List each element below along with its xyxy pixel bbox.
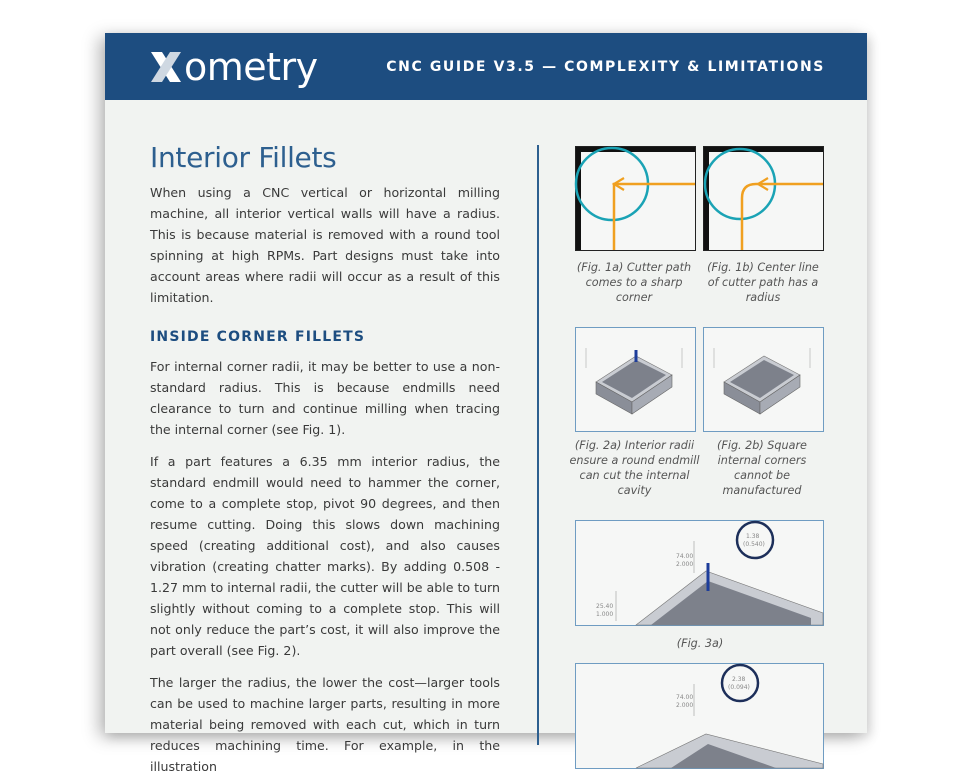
figure-1b-caption: (Fig. 1b) Center line of cutter path has a radius [707,261,819,304]
brand-name: ometry [184,45,318,89]
svg-text:74.00: 74.00 [676,553,694,560]
paragraph-interior-radius: If a part features a 6.35 mm interior radius, the standard endmill would need to hammer the corner, come to a complete stop, pivot 90 degrees, and then resume cutting. Doing this slows down machining speed (creating additional cost), and also causes vibration (creating chatter marks). By adding 0.508 - 1.27 mm to internal radii, the cutter will be able to turn slightly without coming to a complete stop. This will not only reduce the part’s cost, it will also improve the part overall (see Fig. 2). [150,454,500,658]
figure-2a-caption: (Fig. 2a) Interior radii ensure a round endmill can cut the internal cavity [569,439,700,497]
svg-text:74.00: 74.00 [676,694,694,701]
section-title: Interior Fillets [150,141,337,174]
main-column [150,141,500,777]
figure-2a [575,327,696,432]
column-divider [537,145,539,745]
xometry-logo [149,45,318,89]
svg-text:1.000: 1.000 [596,611,614,618]
subhead-inside-corner-fillets: INSIDE CORNER FILLETS [150,329,366,345]
svg-text:2.38: 2.38 [732,676,746,683]
svg-text:1.38: 1.38 [746,533,760,540]
page-header [105,33,867,100]
svg-text:2.000: 2.000 [676,561,694,568]
intro-paragraph: When using a CNC vertical or horizontal milling machine, all interior vertical walls will have a radius. This is because material is removed with a round tool spinning at high RPMs. Part designs must take into account areas where radii will occur as a result of this limitation. [150,185,500,305]
figure-3a [575,520,824,626]
figure-2b-caption: (Fig. 2b) Square internal corners cannot be manufactured [717,439,807,497]
paragraph-endmill-clearance: For internal corner radii, it may be better to use a non-standard radius. This is because endmills need clearance to turn and continue milling when tracing the internal corner (see Fig. 1). [150,359,500,437]
figure-1a-caption: (Fig. 1a) Cutter path comes to a sharp corner [576,261,692,304]
xometry-x-mark [149,50,183,84]
guide-title: CNC GUIDE V3.5 — COMPLEXITY & LIMITATIONS [386,59,825,75]
document-page [105,33,867,774]
svg-text:(0.540): (0.540) [743,541,765,548]
figure-1b [703,146,824,251]
figure-3a-caption: (Fig. 3a) [676,637,724,650]
svg-text:25.40: 25.40 [596,603,614,610]
svg-text:(0.094): (0.094) [728,684,750,691]
figure-2b [703,327,824,432]
svg-text:2.000: 2.000 [676,702,694,709]
paragraph-larger-radius: The larger the radius, the lower the cost—larger tools can be used to machine larger parts, resulting in more material being removed with each cut, which in turn reduces machining time. For example, in the illustration [150,675,500,774]
figure-1a [575,146,696,251]
figure-3b [575,663,824,769]
